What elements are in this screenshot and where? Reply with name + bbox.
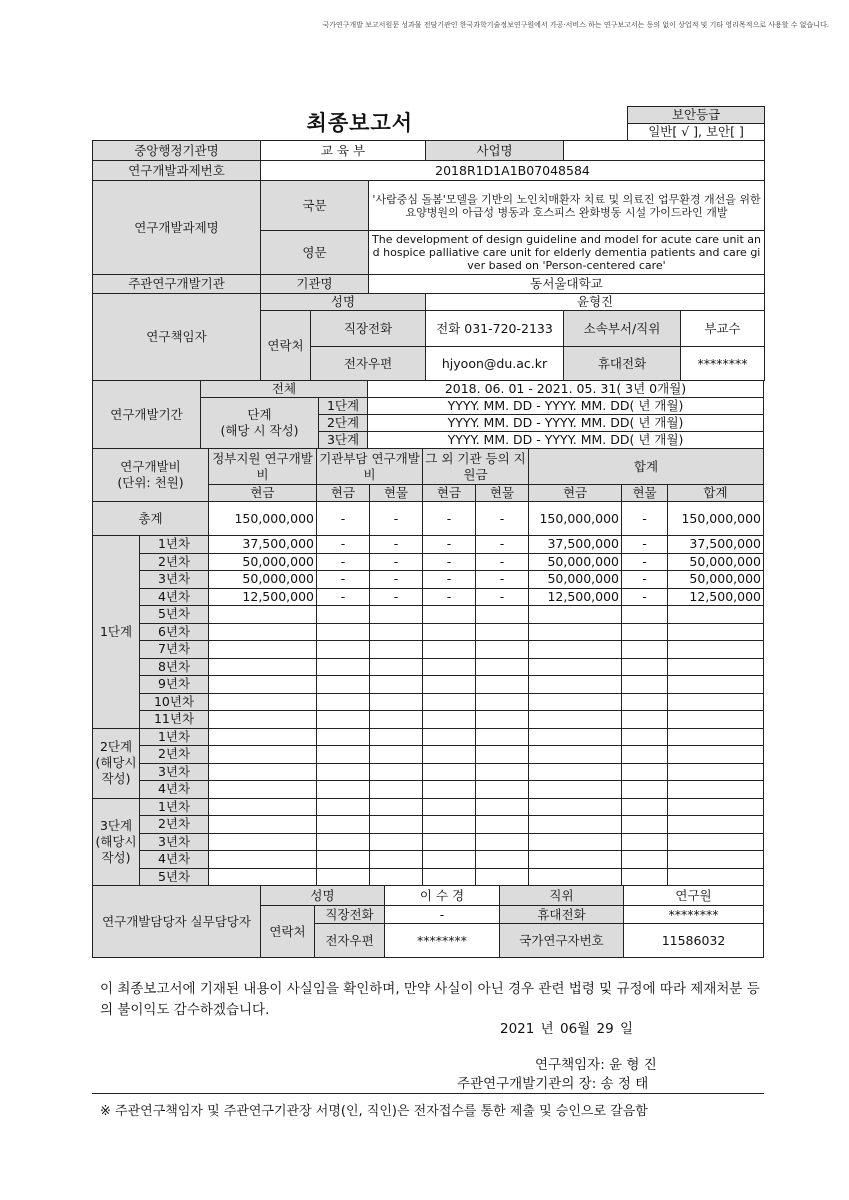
budget-year-row (93, 711, 764, 729)
year-label: 8년차 (140, 658, 209, 676)
budget-cell-org-kind (370, 851, 423, 869)
budget-cell-oth-kind (476, 676, 529, 694)
stage-2-label: 2단계 (319, 415, 368, 432)
other-kind-header: 현물 (476, 485, 529, 502)
budget-cell-org-kind (370, 746, 423, 764)
budget-cell-gov (209, 798, 317, 816)
period-stage-label: 단계 (247, 407, 272, 422)
budget-cell-org-kind (370, 763, 423, 781)
budget-year-row (93, 553, 764, 571)
budget-year-row (93, 623, 764, 641)
head-signature: 주관연구개발기관의 장: 송 정 태 (457, 1076, 649, 1092)
staff-pos: 연구원 (624, 886, 764, 906)
budget-cell-sum-cash (529, 851, 622, 869)
budget-cell-gov (209, 658, 317, 676)
budget-cell-org-cash (317, 868, 370, 886)
budget-cell-sum-total (668, 623, 764, 641)
period-total-label: 전체 (201, 381, 368, 398)
budget-cell-org-cash (317, 641, 370, 659)
english-title: The development of design guideline and model for acute care unit and hospice palliative care unit for elderly dementia patients and care giver based on 'Person-centered care' (369, 231, 765, 275)
budget-cell-oth-kind (476, 851, 529, 869)
budget-cell-sum-kind: - (622, 536, 668, 554)
stage-1-period: YYYY. MM. DD - YYYY. MM. DD( 년 개월) (368, 398, 764, 415)
budget-cell-oth-kind (476, 816, 529, 834)
budget-cell-sum-cash (529, 746, 622, 764)
budget-cell-sum-kind (622, 693, 668, 711)
org-cash-header: 현금 (317, 485, 370, 502)
budget-cell-sum-total (668, 746, 764, 764)
budget-cell-org-cash (317, 746, 370, 764)
budget-cell-sum-total (668, 763, 764, 781)
budget-year-row (93, 676, 764, 694)
budget-cell-org-kind: - (370, 536, 423, 554)
budget-cell-org-kind (370, 728, 423, 746)
budget-cell-org-cash: - (317, 553, 370, 571)
budget-cell-org-cash: - (317, 588, 370, 606)
budget-cell-gov (209, 816, 317, 834)
budget-year-row (93, 851, 764, 869)
budget-year-row (93, 798, 764, 816)
stage2-label: 2단계 (해당시 작성) (93, 728, 140, 798)
budget-cell-sum-cash (529, 606, 622, 624)
budget-cell-sum-total: 12,500,000 (668, 588, 764, 606)
total-gov: 150,000,000 (209, 502, 317, 536)
year-label: 6년차 (140, 623, 209, 641)
project-info-table (92, 106, 765, 381)
year-label: 2년차 (140, 746, 209, 764)
budget-cell-oth-kind (476, 658, 529, 676)
budget-cell-gov: 50,000,000 (209, 553, 317, 571)
year-label: 2년차 (140, 816, 209, 834)
org-header: 기관부담 연구개발비 (317, 449, 423, 485)
budget-cell-gov (209, 676, 317, 694)
budget-cell-oth-kind (476, 833, 529, 851)
total-row (93, 502, 764, 536)
budget-cell-sum-kind (622, 746, 668, 764)
security-label: 보안등급 (628, 107, 765, 124)
budget-year-row (93, 816, 764, 834)
budget-cell-org-cash (317, 623, 370, 641)
budget-cell-oth-kind: - (476, 588, 529, 606)
budget-cell-sum-cash: 37,500,000 (529, 536, 622, 554)
budget-cell-gov (209, 868, 317, 886)
budget-cell-sum-total (668, 711, 764, 729)
budget-cell-sum-total (668, 781, 764, 799)
year-label: 1년차 (140, 798, 209, 816)
budget-cell-sum-cash: 50,000,000 (529, 571, 622, 589)
budget-cell-sum-cash (529, 781, 622, 799)
budget-year-row (93, 588, 764, 606)
year-label: 11년차 (140, 711, 209, 729)
budget-cell-org-cash (317, 798, 370, 816)
security-value: 일반[ √ ], 보안[ ] (628, 124, 765, 141)
budget-cell-oth-cash (423, 746, 476, 764)
budget-cell-sum-kind (622, 711, 668, 729)
budget-cell-oth-kind (476, 711, 529, 729)
staff-office: - (385, 906, 500, 924)
budget-cell-sum-cash (529, 833, 622, 851)
budget-cell-org-kind (370, 658, 423, 676)
budget-cell-gov (209, 693, 317, 711)
budget-year-row (93, 746, 764, 764)
budget-cell-oth-cash (423, 851, 476, 869)
stage3-label: 3단계 (해당시 작성) (93, 798, 140, 886)
pi-office-label: 직장전화 (311, 311, 426, 347)
ministry-label: 중앙행정기관명 (93, 141, 261, 161)
budget-cell-gov (209, 763, 317, 781)
budget-cell-org-kind (370, 693, 423, 711)
pi-mobile: ******** (681, 347, 765, 381)
budget-cell-sum-total (668, 641, 764, 659)
total-other-kind: - (476, 502, 529, 536)
footnote-divider (92, 1093, 764, 1094)
budget-cell-sum-cash: 50,000,000 (529, 553, 622, 571)
budget-cell-oth-cash (423, 833, 476, 851)
budget-unit: (단위: 천원) (117, 475, 184, 490)
year-label: 9년차 (140, 676, 209, 694)
budget-cell-gov (209, 623, 317, 641)
budget-cell-oth-cash (423, 658, 476, 676)
budget-cell-oth-cash (423, 816, 476, 834)
budget-cell-oth-cash (423, 763, 476, 781)
budget-cell-org-cash (317, 816, 370, 834)
budget-cell-oth-cash: - (423, 588, 476, 606)
budget-cell-gov (209, 641, 317, 659)
staff-name: 이 수 경 (385, 886, 500, 906)
budget-cell-sum-total (668, 728, 764, 746)
business-label: 사업명 (426, 141, 564, 161)
budget-cell-sum-cash (529, 711, 622, 729)
budget-cell-gov (209, 746, 317, 764)
budget-cell-org-kind: - (370, 588, 423, 606)
budget-cell-sum-kind: - (622, 571, 668, 589)
budget-cell-sum-cash (529, 728, 622, 746)
budget-cell-sum-total (668, 693, 764, 711)
project-no-value: 2018R1D1A1B07048584 (261, 161, 765, 181)
budget-cell-sum-kind (622, 833, 668, 851)
pi-dept-label: 소속부서/직위 (564, 311, 681, 347)
budget-year-rows (93, 536, 764, 886)
org-kind-header: 현물 (370, 485, 423, 502)
other-header: 그 외 기관 등의 지원금 (423, 449, 529, 485)
budget-cell-org-kind (370, 781, 423, 799)
org-name: 동서울대학교 (369, 275, 765, 294)
budget-cell-oth-cash: - (423, 536, 476, 554)
budget-cell-oth-kind: - (476, 553, 529, 571)
budget-cell-sum-kind (622, 816, 668, 834)
budget-cell-gov: 12,500,000 (209, 588, 317, 606)
budget-cell-oth-kind (476, 641, 529, 659)
budget-cell-oth-kind (476, 763, 529, 781)
year-label: 4년차 (140, 851, 209, 869)
budget-cell-oth-cash (423, 606, 476, 624)
staff-rid-label: 국가연구자번호 (500, 924, 624, 958)
budget-cell-sum-total (668, 798, 764, 816)
year-label: 3년차 (140, 763, 209, 781)
project-name-label: 연구개발과제명 (93, 181, 261, 275)
budget-cell-org-cash: - (317, 571, 370, 589)
budget-cell-sum-kind (622, 676, 668, 694)
budget-cell-org-cash (317, 833, 370, 851)
year-label: 5년차 (140, 606, 209, 624)
budget-cell-org-kind (370, 623, 423, 641)
budget-cell-gov (209, 728, 317, 746)
budget-cell-org-cash (317, 781, 370, 799)
copyright-notice: 국가연구개발 보고서원문 성과물 전담기관인 한국과학기술정보연구원에서 가공·서비스 하는 연구보고서는 동의 없이 상업적 및 기타 영리목적으로 사용할 수 없습니다. (322, 21, 829, 29)
budget-cell-oth-kind (476, 746, 529, 764)
budget-cell-gov (209, 833, 317, 851)
budget-cell-org-cash (317, 693, 370, 711)
period-total: 2018. 06. 01 - 2021. 05. 31( 3년 0개월) (368, 381, 764, 398)
total-org-kind: - (370, 502, 423, 536)
report-form (92, 106, 764, 958)
budget-cell-sum-cash (529, 658, 622, 676)
budget-year-row (93, 571, 764, 589)
sum-total-header: 합계 (668, 485, 764, 502)
budget-year-row (93, 781, 764, 799)
year-label: 10년차 (140, 693, 209, 711)
budget-cell-gov: 37,500,000 (209, 536, 317, 554)
budget-cell-org-kind (370, 833, 423, 851)
budget-cell-gov (209, 711, 317, 729)
budget-cell-org-kind (370, 606, 423, 624)
period-table (92, 380, 764, 449)
budget-cell-sum-cash (529, 798, 622, 816)
stage-2-period: YYYY. MM. DD - YYYY. MM. DD( 년 개월) (368, 415, 764, 432)
budget-cell-sum-cash (529, 868, 622, 886)
budget-cell-org-kind (370, 868, 423, 886)
staff-label: 연구개발담당자 실무담당자 (93, 886, 261, 958)
gov-cash-header: 현금 (209, 485, 317, 502)
budget-cell-oth-kind: - (476, 536, 529, 554)
staff-mobile-label: 휴대전화 (500, 906, 624, 924)
stage-3-label: 3단계 (319, 432, 368, 449)
staff-mobile: ******** (624, 906, 764, 924)
budget-cell-sum-cash (529, 676, 622, 694)
year-label: 3년차 (140, 571, 209, 589)
year-label: 4년차 (140, 588, 209, 606)
report-title: 최종보고서 (93, 107, 628, 141)
budget-cell-gov (209, 606, 317, 624)
budget-cell-org-kind: - (370, 571, 423, 589)
budget-cell-oth-kind: - (476, 571, 529, 589)
pi-name: 윤형진 (426, 294, 765, 311)
budget-year-row (93, 536, 764, 554)
budget-cell-sum-total: 50,000,000 (668, 571, 764, 589)
budget-cell-oth-kind (476, 798, 529, 816)
budget-cell-sum-kind (622, 641, 668, 659)
year-label: 5년차 (140, 868, 209, 886)
period-stage-cell (201, 398, 319, 449)
budget-cell-gov (209, 851, 317, 869)
budget-cell-sum-total (668, 833, 764, 851)
budget-year-row (93, 606, 764, 624)
pledge-text: 이 최종보고서에 기재된 내용이 사실임을 확인하며, 만약 사실이 아닌 경우 관련 법령 및 규정에 따라 제재처분 등의 불이익도 감수하겠습니다. (100, 981, 760, 1018)
business-value (564, 141, 765, 161)
budget-cell-oth-cash (423, 623, 476, 641)
pi-signature: 연구책임자: 윤 형 진 (535, 1057, 657, 1073)
budget-year-row (93, 868, 764, 886)
budget-label: 연구개발비 (120, 459, 181, 474)
budget-cell-sum-cash (529, 763, 622, 781)
period-label: 연구개발기간 (93, 381, 201, 449)
budget-cell-org-kind (370, 711, 423, 729)
budget-cell-oth-cash: - (423, 553, 476, 571)
total-sum-kind: - (622, 502, 668, 536)
budget-cell-sum-kind (622, 781, 668, 799)
pi-mobile-label: 휴대전화 (564, 347, 681, 381)
budget-cell-sum-kind (622, 606, 668, 624)
budget-cell-sum-kind (622, 763, 668, 781)
year-label: 7년차 (140, 641, 209, 659)
budget-cell-oth-cash (423, 641, 476, 659)
year-label: 1년차 (140, 728, 209, 746)
korean-title: '사람중심 돌봄'모델을 기반의 노인치매환자 치료 및 의료진 업무환경 개선을 위한 요양병원의 아급성 병동과 호스피스 완화병동 시설 가이드라인 개발 (369, 181, 765, 231)
budget-cell-oth-cash (423, 693, 476, 711)
budget-cell-oth-kind (476, 693, 529, 711)
stage-3-period: YYYY. MM. DD - YYYY. MM. DD( 년 개월) (368, 432, 764, 449)
staff-contact-label: 연락처 (261, 906, 315, 958)
budget-year-row (93, 728, 764, 746)
budget-cell-sum-cash (529, 816, 622, 834)
budget-cell-sum-total (668, 868, 764, 886)
budget-cell-sum-total (668, 816, 764, 834)
budget-cell-org-kind (370, 641, 423, 659)
budget-cell-oth-kind (476, 728, 529, 746)
budget-cell-org-cash (317, 851, 370, 869)
pi-name-label: 성명 (261, 294, 426, 311)
budget-cell-sum-kind (622, 798, 668, 816)
org-name-label: 기관명 (261, 275, 369, 294)
total-sum-total: 150,000,000 (668, 502, 764, 536)
budget-cell-sum-cash: 12,500,000 (529, 588, 622, 606)
budget-cell-oth-cash (423, 868, 476, 886)
budget-cell-org-cash (317, 658, 370, 676)
budget-cell-oth-cash (423, 711, 476, 729)
budget-cell-org-cash: - (317, 536, 370, 554)
budget-cell-oth-cash (423, 676, 476, 694)
staff-email-label: 전자우편 (315, 924, 385, 958)
budget-year-row (93, 833, 764, 851)
footnote: ※ 주관연구책임자 및 주관연구기관장 서명(인, 직인)은 전자접수를 통한 제출 및 승인으로 갈음함 (100, 1104, 648, 1119)
year-label: 4년차 (140, 781, 209, 799)
budget-cell-sum-kind: - (622, 588, 668, 606)
staff-table (92, 885, 764, 958)
budget-cell-org-cash (317, 728, 370, 746)
budget-cell-sum-kind (622, 623, 668, 641)
total-sum-cash: 150,000,000 (529, 502, 622, 536)
project-no-label: 연구개발과제번호 (93, 161, 261, 181)
budget-cell-oth-kind (476, 606, 529, 624)
budget-cell-sum-total: 37,500,000 (668, 536, 764, 554)
budget-cell-sum-total (668, 658, 764, 676)
budget-cell-oth-kind (476, 781, 529, 799)
gov-header: 정부지원 연구개발비 (209, 449, 317, 485)
budget-cell-org-cash (317, 763, 370, 781)
budget-year-row (93, 763, 764, 781)
budget-year-row (93, 658, 764, 676)
english-label: 영문 (261, 231, 369, 275)
budget-cell-org-cash (317, 676, 370, 694)
budget-cell-sum-kind (622, 851, 668, 869)
year-label: 1년차 (140, 536, 209, 554)
pi-email-label: 전자우편 (311, 347, 426, 381)
org-label: 주관연구개발기관 (93, 275, 261, 294)
budget-cell-org-cash (317, 606, 370, 624)
budget-cell-org-kind (370, 798, 423, 816)
total-label: 총계 (93, 502, 209, 536)
budget-cell-oth-cash: - (423, 571, 476, 589)
total-other-cash: - (423, 502, 476, 536)
other-cash-header: 현금 (423, 485, 476, 502)
budget-cell-gov (209, 781, 317, 799)
pi-contact-label: 연락처 (261, 311, 311, 381)
budget-cell-oth-cash (423, 728, 476, 746)
period-stage-note: (해당 시 작성) (220, 423, 299, 438)
stage-1-label: 1단계 (319, 398, 368, 415)
staff-pos-label: 직위 (500, 886, 624, 906)
budget-cell-gov: 50,000,000 (209, 571, 317, 589)
budget-header-cell (93, 449, 209, 502)
budget-cell-oth-cash (423, 781, 476, 799)
pi-dept: 부교수 (681, 311, 765, 347)
staff-office-label: 직장전화 (315, 906, 385, 924)
sign-date: 2021 년 06월 29 일 (500, 1021, 634, 1037)
ministry-value: 교 육 부 (261, 141, 426, 161)
budget-cell-sum-kind (622, 868, 668, 886)
budget-table (92, 448, 764, 886)
budget-cell-org-kind (370, 676, 423, 694)
budget-cell-org-cash (317, 711, 370, 729)
staff-email: ******** (385, 924, 500, 958)
sum-kind-header: 현물 (622, 485, 668, 502)
budget-cell-sum-cash (529, 641, 622, 659)
budget-cell-sum-cash (529, 693, 622, 711)
budget-cell-oth-kind (476, 623, 529, 641)
budget-cell-oth-cash (423, 798, 476, 816)
sum-header: 합계 (529, 449, 764, 485)
budget-cell-sum-total: 50,000,000 (668, 553, 764, 571)
pi-email: hjyoon@du.ac.kr (426, 347, 564, 381)
budget-year-row (93, 641, 764, 659)
budget-cell-sum-total (668, 676, 764, 694)
budget-cell-oth-kind (476, 868, 529, 886)
budget-cell-sum-total (668, 606, 764, 624)
year-label: 2년차 (140, 553, 209, 571)
year-label: 3년차 (140, 833, 209, 851)
budget-year-row (93, 693, 764, 711)
budget-cell-sum-kind (622, 658, 668, 676)
stage1-label: 1단계 (93, 536, 140, 729)
staff-rid: 11586032 (624, 924, 764, 958)
sum-cash-header: 현금 (529, 485, 622, 502)
pi-office: 전화 031-720-2133 (426, 311, 564, 347)
budget-cell-sum-total (668, 851, 764, 869)
staff-name-label: 성명 (261, 886, 385, 906)
budget-cell-org-kind (370, 816, 423, 834)
total-org-cash: - (317, 502, 370, 536)
budget-cell-sum-cash (529, 623, 622, 641)
budget-cell-org-kind: - (370, 553, 423, 571)
pi-label: 연구책임자 (93, 294, 261, 381)
korean-label: 국문 (261, 181, 369, 231)
budget-cell-sum-kind (622, 728, 668, 746)
budget-cell-sum-kind: - (622, 553, 668, 571)
